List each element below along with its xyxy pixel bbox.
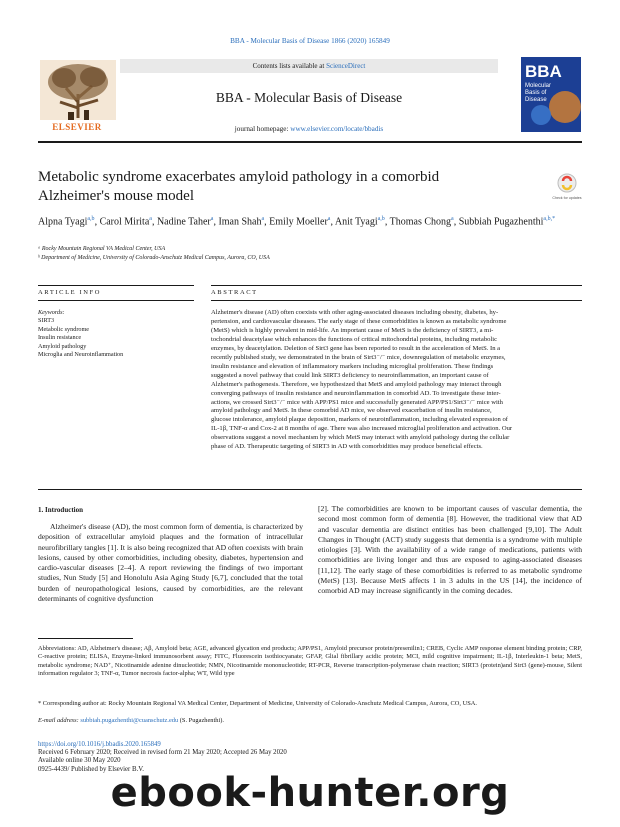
- email-link[interactable]: subbiah.pugazhenthi@cuanschutz.edu: [80, 717, 179, 724]
- abstract-rule-bottom: [211, 300, 582, 301]
- author-name: Iman Shah: [218, 216, 262, 228]
- keyword: SIRT3: [38, 317, 55, 324]
- author-separator: ,: [213, 216, 219, 228]
- intro-column-left: Alzheimer's disease (AD), the most common form of dementia, is characterized by deposition of extracellular amyloid plaques and the formation of intracellular neurofibrillary tangles [1]. It is also being recognized that AD often coexists with brain lesions, caused by other comorbidities, including obesity, diabetes, hypertension and cardio-vascular diseases [2–4]. A report reviewing the findings of two important studies, Nun Study [5] and Honolulu Asia Aging Study [6,7], concluded that the total burden of neuropathological lesions, caused by comorbidities, are the relevant determinants of cognitive dysfunction: [38, 522, 303, 604]
- abstract-line: (MetS) which is highly prevalent in mid-life. An important cause of MetS is the deficiency of SIRT3, a mi-: [211, 326, 494, 334]
- homepage-link[interactable]: www.elsevier.com/locate/bbadis: [290, 125, 384, 133]
- abstract-line: insulin resistance and elevation of inflammatory markers including microglial proliferation. These findings: [211, 362, 494, 370]
- abstract-line: observations suggest a novel mechanism by which MetS may interact with amyloid pathology during the cellular: [211, 434, 510, 442]
- publication-info: [38, 741, 338, 774]
- abstract-line: phase of AD. Therapeutic targeting of SIRT3 in AD with comorbidities may produce beneficial effects.: [211, 443, 483, 451]
- author-separator: ,: [453, 216, 459, 228]
- cover-title: BBA: [525, 62, 562, 81]
- keyword: Metabolic syndrome: [38, 325, 90, 333]
- author-separator: ,: [264, 216, 270, 228]
- author-name: Thomas Chong: [389, 216, 452, 228]
- abstract-line: amyloid pathology and MetS. In these comorbid AD mice, we observed exacerbation of insulin resistance,: [211, 407, 492, 415]
- author-affiliation-mark[interactable]: a,b,*: [543, 216, 556, 222]
- email-label: E-mail address:: [38, 717, 81, 724]
- header-rule: [38, 141, 582, 143]
- elsevier-wordmark: ELSEVIER: [52, 122, 102, 132]
- article-info-rule-bottom: [38, 300, 194, 301]
- keywords-label: Keywords:: [38, 309, 65, 316]
- abstract-line: actions, we crossed Sirt3⁻/⁻ mice with APP/PS1 mice and successfully generated APP/PS1/Sirt3⁻/⁻ mice with: [211, 398, 503, 406]
- abstract-line: tochondrial deacetylase which enhances the functions of critical mitochondrial proteins, including metabolic: [211, 335, 498, 343]
- crossmark-label: Check for updates: [552, 196, 582, 200]
- abstract-body: [211, 309, 582, 452]
- abstract-line: converging pathways of insulin resistance and neuroinflammation in comorbid AD. To investigate these inter-: [211, 389, 501, 397]
- watermark-text: ebook-hunter.org: [110, 770, 510, 816]
- abstract-line: Alzheimer's pathogenesis. Therefore, we hypothesized that MetS and amyloid pathology may interact through: [211, 380, 502, 388]
- svg-text:Molecular: Molecular: [525, 83, 552, 89]
- article-info-rule-top: [38, 285, 194, 286]
- abbreviations-footnote: Abbreviations: AD, Alzheimer's disease; Aβ, Amyloid beta; AGE, advanced glycation end products; APP/PS1, Amyloid precursor protein/presenilin1; CREB, Cyclic AMP response element binding protein; CRP, C-reactive protein; ELISA, Enzyme-linked immunosorbent assay; FITC, Fluorescein isothiocyanate; GFAP, Glial fibrillary acidic protein; MCI, mild cognitive impairment; IL-1β, Interleukin-1 beta; MetS, metabolic syndrome; NAD⁺, Nicotinamide adenine dinucleotide; NMN, Nicotinamide mononucleotide; RT-PCR, Reverse transcription-polymerase chain reaction; SIRT3 (protein)and Sirt3 (gene)-mouse, Silent information regulator 3; TNF-α, Tumor necrosis factor-alpha; WT, Wild type: [38, 645, 582, 677]
- author-separator: ,: [94, 216, 100, 228]
- check-for-updates-icon[interactable]: [552, 172, 582, 202]
- abstract-line: suggested a novel pathway that could link SIRT3 deficiency to neuroinflammation, an important cause of: [211, 371, 489, 379]
- email-suffix: (S. Pugazhenthi).: [178, 717, 224, 724]
- abstract-rule-top: [211, 285, 582, 286]
- author-separator: ,: [151, 216, 157, 228]
- introduction-heading: 1. Introduction: [38, 506, 83, 514]
- abstract-line: pertension, and cardiovascular diseases. The early stage of these comorbidities is known as metabolic syndrome: [211, 317, 507, 325]
- author-separator: ,: [330, 216, 335, 228]
- svg-text:Disease: Disease: [525, 97, 547, 103]
- homepage-prefix: journal homepage:: [234, 125, 291, 133]
- journal-title: BBA - Molecular Basis of Disease: [215, 90, 403, 105]
- contents-prefix: Contents lists available at: [252, 62, 327, 70]
- abstract-line: Alzheimer's disease (AD) often coexists with other aging-associated diseases including obesity, diabetes, hy-: [211, 309, 499, 316]
- abstract-line: IL-1β, TNF-α and Cox-2 at 8 months of age. There was also increased microglial proliferation and activation. Our: [211, 425, 513, 433]
- keyword: Microglia and Neuroinflammation: [38, 351, 124, 359]
- copyright-line: 0925-4439/ Published by Elsevier B.V.: [38, 765, 144, 773]
- author-name: Nadine Taher: [156, 216, 211, 228]
- keyword: Amyloid pathology: [38, 342, 87, 350]
- intro-column-right: [2]. The comorbidities are known to be important causes of vascular dementia, the second most common form of dementia [8]. However, the traditional view that AD and vascular dementia are distinct entities has been challenged [9,10]. The Adult Changes in Thought (ACT) study suggests that dementia is a syndrome with multiple etiologies [3]. With the availability of a wide range of medications, patients with comorbidities are living longer and thus are exposed to aging-associated diseases [11,12]. The early stage of these comorbidities is referred to as metabolic syndrome (MetS) [13]. Because MetS affects 1 in 3 adults in the US [14], the incidence of comorbid AD may increase significantly in the coming decades.: [318, 504, 582, 596]
- author-list: [38, 212, 582, 229]
- abstract-line: recently published study, we demonstrated in the brain of Sirt3⁻/⁻ mice, downregulation of metabolic enzymes,: [211, 353, 506, 361]
- abstract-heading: ABSTRACT: [211, 289, 258, 296]
- journal-cover-image: [521, 57, 581, 132]
- author-affiliation-mark[interactable]: a: [327, 216, 331, 222]
- article-title: Metabolic syndrome exacerbates amyloid pathology in a comorbid Alzheimer's mouse model: [38, 169, 440, 204]
- available-online: Available online 30 May 2020: [38, 757, 121, 765]
- received-dates: Received 6 February 2020; Received in revised form 21 May 2020; Accepted 26 May 2020: [38, 749, 287, 757]
- affiliation-b: ᵇ Department of Medicine, University of Colorado-Anschutz Medical Campus, Aurora, CO, USA: [38, 255, 270, 261]
- author-affiliation-mark[interactable]: a: [149, 216, 152, 222]
- author-affiliation-mark[interactable]: a,b: [377, 216, 385, 222]
- abstract-line: enzymes, by deacetylation. Deletion of Sirt3 gene has been reported to result in the acceleration of MetS. In a: [211, 344, 501, 352]
- footnote-rule: [38, 638, 133, 639]
- author-affiliation-mark[interactable]: a: [451, 216, 454, 222]
- email-footnote: [38, 717, 582, 725]
- author-affiliation-mark[interactable]: a: [261, 216, 265, 222]
- author-affiliation-mark[interactable]: a: [210, 216, 214, 222]
- author-name: Subbiah Pugazhenthi: [458, 216, 544, 228]
- abstract-line: glucose intolerance, amyloid plaque deposition, markers of neuroinflammation, including elevated expression of: [211, 416, 508, 424]
- keywords-list: [38, 317, 188, 360]
- keyword: Insulin resistance: [38, 334, 82, 342]
- author-name: Emily Moeller: [269, 216, 328, 228]
- journal-homepage: [120, 125, 498, 133]
- svg-text:Basis of: Basis of: [525, 90, 547, 96]
- abstract-end-rule: [38, 489, 582, 490]
- contents-available-bar: [120, 59, 498, 73]
- journal-reference[interactable]: BBA - Molecular Basis of Disease 1866 (2020) 165849: [230, 37, 390, 45]
- sciencedirect-link[interactable]: ScienceDirect: [326, 62, 366, 70]
- article-info-heading: ARTICLE INFO: [38, 289, 102, 296]
- author-name: Alpna Tyagi: [38, 216, 88, 228]
- corresponding-author-footnote: * Corresponding author at: Rocky Mountain Regional VA Medical Center, Department of Medicine, University of Colorado-Anschutz Medical Campus, Aurora, CO, USA.: [38, 700, 477, 707]
- author-name: Anit Tyagi: [334, 216, 378, 228]
- author-separator: ,: [384, 216, 390, 228]
- author-affiliation-mark[interactable]: a,b: [87, 216, 95, 222]
- author-name: Carol Mirita: [99, 216, 150, 228]
- affiliation-a: ᵃ Rocky Mountain Regional VA Medical Center, USA: [38, 246, 166, 252]
- doi-link[interactable]: https://doi.org/10.1016/j.bbadis.2020.165849: [38, 741, 161, 748]
